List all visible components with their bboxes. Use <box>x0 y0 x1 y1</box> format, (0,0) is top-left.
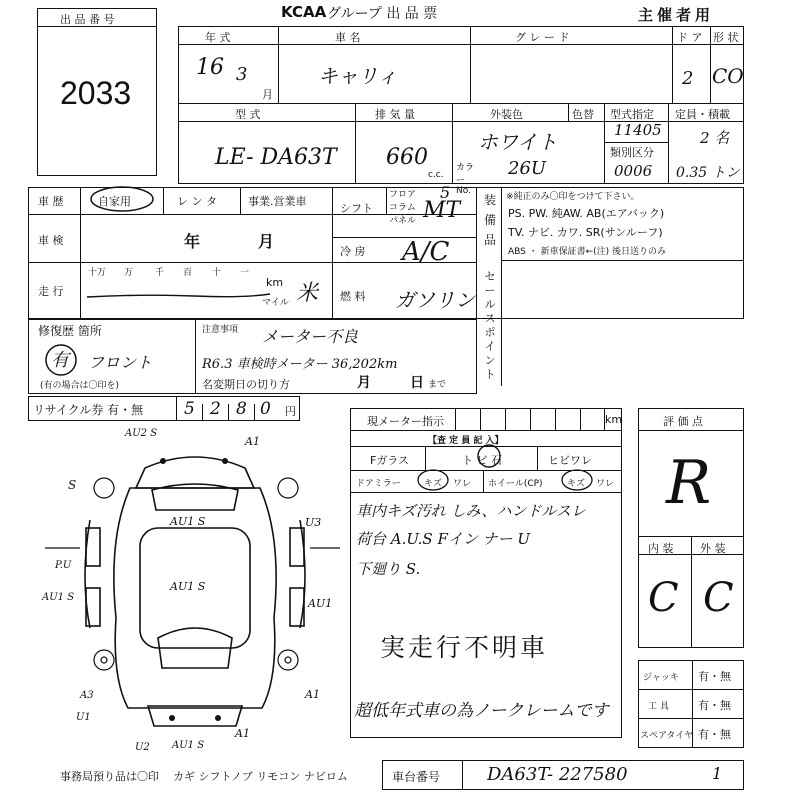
grade-label: グ レ ー ド <box>515 31 570 44</box>
recycle-digit-1: 5 <box>184 399 195 419</box>
displacement-label: 排 気 量 <box>375 108 415 121</box>
accessory-jack-value: 有・無 <box>698 670 731 683</box>
recycle-unit: 円 <box>285 405 296 418</box>
ac-label: 冷 房 <box>340 245 366 258</box>
lot-number-label: 出 品 番 号 <box>60 13 115 26</box>
brand-logo: KCAA <box>281 3 327 21</box>
history-option-private: 自家用 <box>98 195 131 208</box>
model-label: 型 式 <box>235 108 261 121</box>
diagram-mark-left-mid: AU1 S <box>42 592 75 603</box>
interior-score: C <box>648 575 679 621</box>
digit-label-100k: 十万 <box>88 268 107 278</box>
car-body-diagram <box>40 428 340 758</box>
history-label: 車 歴 <box>38 195 64 208</box>
shift-option-panel: パネル <box>389 216 417 226</box>
interior-label: 内 装 <box>648 542 674 555</box>
shape-label: 形 状 <box>713 31 739 44</box>
deadline-label: 名変期日の切り方 <box>202 378 290 391</box>
diagram-mark-right-mid: AU1 <box>308 597 333 610</box>
unknown-mileage-stamp: 実走行不明車 <box>380 633 549 662</box>
recycle-digit-2: 2 <box>210 399 221 419</box>
exterior-color-value: ホワイト <box>478 130 558 154</box>
repair-label: 修復歴 箇所 <box>38 324 102 338</box>
chassis-suffix: 1 <box>712 764 723 783</box>
year-value: 16 <box>196 55 224 80</box>
history-option-business: 事業.営業車 <box>248 195 307 208</box>
notes-label: 注意事項 <box>202 325 239 335</box>
no-claim-note: 超低年式車の為ノークレームです <box>354 701 609 721</box>
shift-value: MT <box>423 198 461 223</box>
form-title: グループ 出 品 票 <box>327 6 438 22</box>
accessory-spare-value: 有・無 <box>698 728 731 741</box>
inspection-year-label: 年 <box>184 232 201 251</box>
accessory-spare-label: スペアタイヤ <box>640 731 694 741</box>
equipment-line-2: TV. ナビ. カワ. SR(サンルーフ) <box>508 226 663 239</box>
repair-value: 有 <box>51 350 69 371</box>
mileage-mark: 米 <box>296 281 319 306</box>
chassis-value: DA63T- 227580 <box>487 764 628 785</box>
office-note: 事務局預り品は〇印 <box>60 770 159 783</box>
accessory-jack-label: ジャッキ <box>643 673 679 683</box>
recycle-digit-4: 0 <box>260 399 271 419</box>
accessory-tools-value: 有・無 <box>698 699 731 712</box>
chassis-label: 車台番号 <box>392 770 441 784</box>
mirror-circle-mark <box>416 467 450 493</box>
deadline-day: 日 <box>410 375 424 391</box>
digit-label-10k: 万 <box>124 268 134 278</box>
diagram-mark-right-low: A1 <box>305 688 320 701</box>
class-label: 類別区分 <box>610 146 654 159</box>
wheel-circle-mark <box>560 467 594 493</box>
diagram-mark-bottom-right: A1 <box>235 727 250 740</box>
mileage-stroke <box>84 284 274 304</box>
fuel-label: 燃 料 <box>340 290 366 303</box>
fuel-value: ガソリン <box>395 288 475 312</box>
year-label: 年 式 <box>205 31 231 44</box>
glass-label: Fガラス <box>370 454 409 467</box>
equipment-line-1: PS. PW. 純AW. AB(エアバック) <box>508 207 665 220</box>
capacity-label: 定員・積載 <box>675 108 730 121</box>
exterior-label: 外 装 <box>700 542 726 555</box>
color-no-value: 26U <box>508 158 547 179</box>
equipment-line-3: ABS ・ 新車保証書←(注) 後日送りのみ <box>508 247 667 257</box>
shape-value: CO <box>712 64 744 88</box>
digit-label-10: 十 <box>212 268 222 278</box>
meter-km-label: km <box>605 413 623 426</box>
wheel-option-crack: ワレ <box>596 479 615 489</box>
color-change-label: 色替 <box>572 108 594 121</box>
type-designation-label: 型式指定 <box>610 108 654 121</box>
glass-circle-mark <box>476 442 502 470</box>
diagram-mark-bottom: AU1 S <box>172 740 205 751</box>
glass-option-crack: ヒビワレ <box>548 454 592 467</box>
diagram-mark-mid-a: AU1 S <box>170 515 206 528</box>
model-value: LE- DA63T <box>215 145 337 170</box>
diagram-mark-side-left: P.U <box>55 560 72 571</box>
notes-line-1: メーター不良 <box>262 327 359 346</box>
doors-label: ド ア <box>677 31 703 44</box>
glass-option-chip: ト ビ 石 <box>462 454 502 467</box>
lot-number: 2033 <box>60 75 132 111</box>
month-unit: 月 <box>262 88 273 101</box>
equipment-note: ※純正のみ〇印をつけて下さい。 <box>506 192 640 202</box>
notes-line-2: R6.3 車検時メーター 36,202km <box>202 357 398 372</box>
doors-value: 2 <box>682 68 694 89</box>
diagram-mark-bottom-left: U2 <box>135 742 150 753</box>
history-circle-mark <box>86 184 158 214</box>
recycle-label: リサイクル券 有・無 <box>33 403 144 417</box>
load-value: 0.35 トン <box>676 165 740 181</box>
km-unit: km <box>266 276 284 289</box>
organizer-label: 主催者用 <box>638 6 715 24</box>
car-name-value: キャリィ <box>318 64 398 88</box>
month-value: 3 <box>236 64 248 85</box>
ac-value: A/C <box>402 237 450 267</box>
exterior-color-label: 外装色 <box>490 108 523 121</box>
type-designation-value: 11405 <box>614 121 662 139</box>
color-no-label: カラー No. <box>456 163 475 196</box>
diagram-mark-right-top: U3 <box>305 516 322 529</box>
capacity-value: 2 名 <box>700 129 730 147</box>
digit-label-100: 百 <box>183 268 193 278</box>
digit-label-1k: 千 <box>155 268 165 278</box>
grading-label: 評 価 点 <box>663 415 703 428</box>
diagram-mark-left-top: S <box>68 478 77 492</box>
shift-option-floor: フロア <box>389 190 417 200</box>
comment-line-1: 車内キズ汚れ しみ、ハンドルスレ <box>356 502 586 520</box>
diagram-mark-top-right: A1 <box>245 435 260 448</box>
diagram-mark-left-low-a: A3 <box>80 690 94 701</box>
shift-number: 5 <box>440 183 451 202</box>
grading-score: R <box>666 448 712 518</box>
comment-line-2: 荷台 A.U.S Fイン ナー U <box>356 530 531 548</box>
repair-location: フロント <box>88 353 153 372</box>
car-name-label: 車 名 <box>335 31 361 44</box>
door-mirror-label: ドアミラー <box>356 479 401 489</box>
inspector-label: 【査 定 員 記 入】 <box>428 436 504 446</box>
mile-unit: マイル <box>262 298 289 308</box>
shift-option-column: コラム <box>389 203 416 213</box>
inspection-month-label: 月 <box>258 232 275 251</box>
class-value: 0006 <box>614 162 653 180</box>
deadline-until: まで <box>428 380 447 390</box>
key-items: カギ シフトノブ リモコン ナビロム <box>173 770 348 783</box>
repair-note: (有の場合は〇印を) <box>40 381 120 391</box>
shift-label: シフト <box>340 202 373 215</box>
sales-point-label: セールスポイント <box>484 270 496 381</box>
mileage-label: 走 行 <box>38 285 64 298</box>
cc-unit: c.c. <box>428 170 444 180</box>
exterior-score: C <box>703 575 734 621</box>
meter-label: 現メーター指示 <box>367 415 444 428</box>
wheel-option-scratch: キズ <box>567 479 585 489</box>
diagram-mark-top: AU2 S <box>125 428 158 439</box>
history-option-rental: レ ン タ <box>177 195 217 208</box>
digit-label-1: 一 <box>240 268 250 278</box>
comment-line-3: 下廻り S. <box>356 560 421 578</box>
diagram-mark-left-low-b: U1 <box>76 712 91 723</box>
door-mirror-option-scratch: キズ <box>424 479 442 489</box>
equipment-label: 装備品 <box>483 193 496 247</box>
deadline-month: 月 <box>357 375 371 391</box>
displacement-value: 660 <box>386 145 428 170</box>
door-mirror-option-crack: ワレ <box>453 479 472 489</box>
diagram-mark-mid-b: AU1 S <box>170 580 206 593</box>
inspection-label: 車 検 <box>38 234 64 247</box>
wheel-label: ホイール(CP) <box>488 479 543 489</box>
recycle-digit-3: 8 <box>236 399 247 419</box>
accessory-tools-label: 工 具 <box>648 702 669 712</box>
